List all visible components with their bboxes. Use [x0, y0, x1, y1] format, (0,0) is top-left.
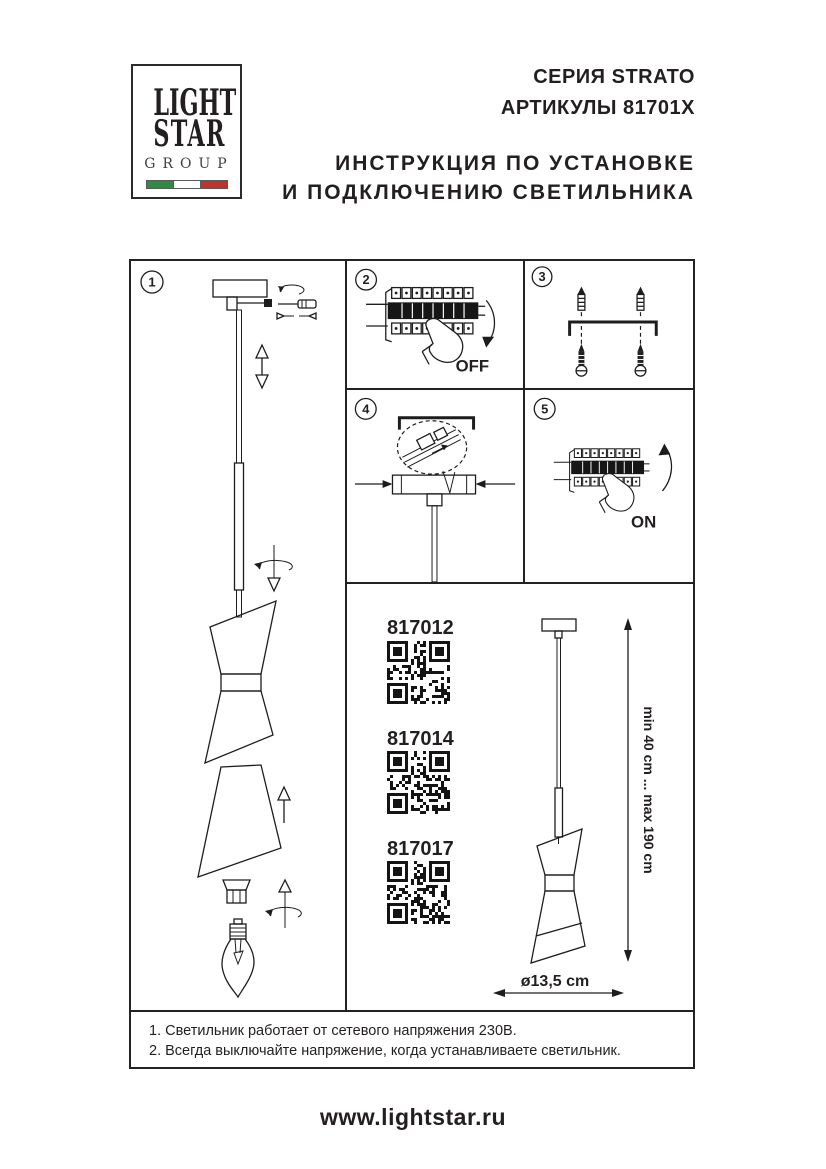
step3-number: 3: [538, 269, 546, 285]
step4-panel: [347, 390, 525, 584]
step5-diagram: [525, 390, 693, 582]
qr-code-817017: [387, 861, 450, 924]
step2-panel: [347, 261, 525, 390]
height-adjust-arrow-icon: [256, 345, 268, 388]
instruction-title-line2: И ПОДКЛЮЧЕНИЮ СВЕТИЛЬНИКА: [282, 181, 695, 204]
suspension-rod: [235, 310, 244, 617]
step4-number: 4: [362, 401, 370, 417]
mounting-bar: [570, 322, 657, 336]
header: [282, 62, 695, 207]
canopy-plate: [392, 475, 475, 494]
push-in-arrows-icon: [355, 480, 515, 488]
safety-notes: [131, 1010, 693, 1067]
step5-panel: [525, 390, 693, 584]
diagram-grid: [129, 259, 695, 1069]
flag-white-segment: [174, 181, 201, 188]
qr-code-817012: [387, 641, 450, 704]
italian-flag-stripe: [146, 180, 228, 189]
hourglass-shade: [205, 601, 276, 763]
off-label: OFF: [455, 356, 490, 376]
cone-diffuser: [198, 765, 281, 877]
ceiling-canopy: [213, 280, 267, 310]
lamp-socket: [223, 880, 250, 903]
step1-panel: [131, 261, 347, 1010]
lightstar-logo: [131, 64, 242, 199]
up-arrow-icon: [278, 787, 290, 823]
website-url: www.lightstar.ru: [319, 1104, 507, 1130]
flag-red-segment: [201, 181, 227, 188]
light-bulb-icon: [222, 919, 254, 997]
product-article-2: 817014: [387, 728, 454, 750]
instruction-title-line1: ИНСТРУКЦИЯ ПО УСТАНОВКЕ: [335, 152, 695, 175]
on-label: ON: [631, 512, 657, 532]
logo-word-light: LIGHT: [153, 82, 237, 124]
screw-in-arrow-icon: [265, 880, 301, 928]
logo-word-star: STAR: [153, 113, 226, 155]
step2-number: 2: [362, 272, 370, 288]
series-title: СЕРИЯ STRATO: [533, 66, 695, 88]
note-line-1: 1. Светильник работает от сетевого напряжения 230В.: [149, 1023, 517, 1039]
note-line-2: 2. Всегда выключайте напряжение, когда устанавливаете светильник.: [149, 1043, 621, 1059]
terminal-detail-magnifier: [397, 421, 466, 493]
height-range-label: min 40 cm ... max 190 cm: [641, 706, 657, 874]
qr-code-817014: [387, 751, 450, 814]
articles-title: АРТИКУЛЫ 81701X: [500, 97, 695, 119]
step4-diagram: [347, 390, 523, 582]
diameter-dimension: [493, 973, 624, 997]
step1-diagram: [131, 261, 345, 1010]
step5-number: 5: [541, 401, 549, 417]
suspension-rod: [427, 494, 442, 582]
step3-panel: [525, 261, 693, 390]
product-article-3: 817017: [387, 838, 454, 860]
pendant-lamp-drawing: [531, 619, 585, 963]
articles-panel: [347, 584, 693, 1010]
turn-off-arrow-icon: [482, 300, 494, 347]
height-dimension: [624, 618, 657, 962]
turn-on-arrow-icon: [658, 443, 671, 491]
diameter-label: ø13,5 cm: [520, 973, 590, 990]
logo-word-group: GROUP: [144, 156, 234, 172]
screwdriver-icon: [277, 285, 316, 319]
mounting-bar: [399, 418, 473, 430]
flag-green-segment: [147, 181, 174, 188]
step2-diagram: [347, 261, 523, 388]
slide-arrow-icon: [277, 313, 316, 319]
step3-diagram: [525, 261, 693, 388]
step1-number: 1: [148, 274, 156, 290]
rotate-arrow-icon: [254, 545, 292, 591]
set-screw: [264, 299, 272, 307]
product-article-1: 817012: [387, 617, 454, 639]
articles-diagram: [347, 584, 693, 1010]
